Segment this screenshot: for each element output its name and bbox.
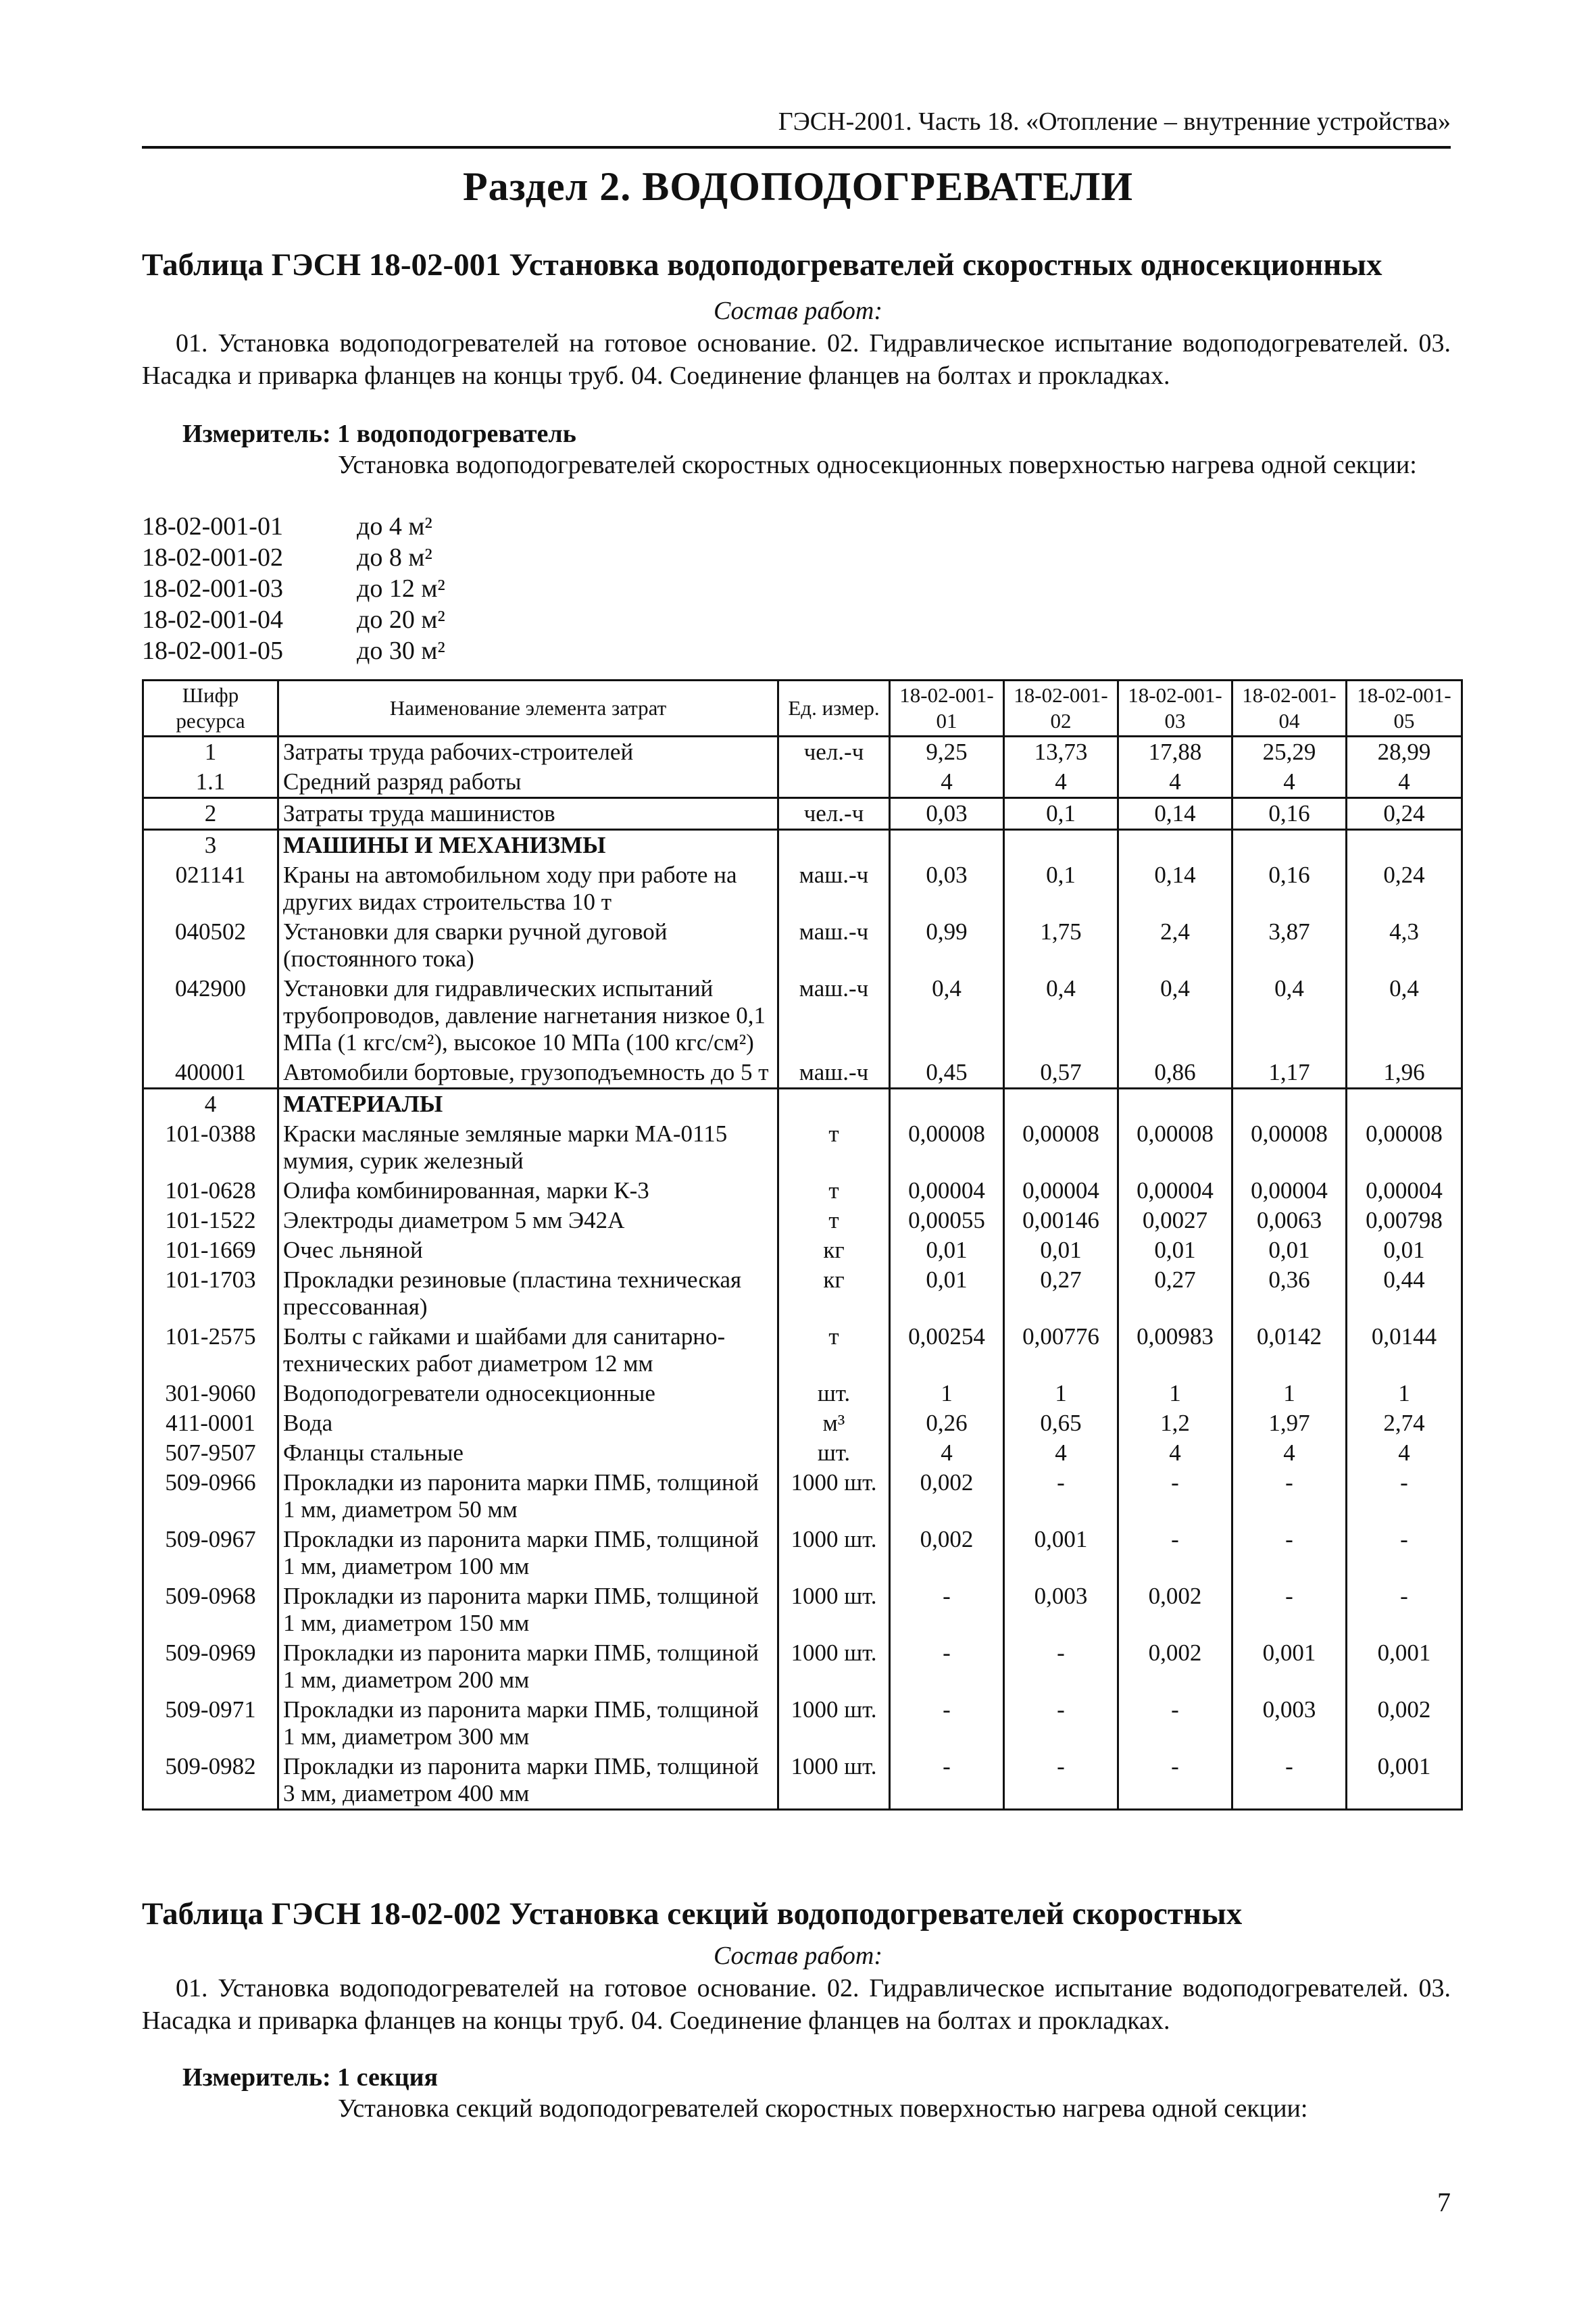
cell-unit: кг xyxy=(778,1235,890,1265)
cell-value: - xyxy=(890,1752,1004,1810)
cell-value: 0,00004 xyxy=(1004,1176,1118,1206)
cell-unit: маш.-ч xyxy=(778,1058,890,1089)
cell-value xyxy=(1347,830,1462,861)
cell-value: 1 xyxy=(1347,1379,1462,1408)
cell-value: 0,00008 xyxy=(1004,1119,1118,1176)
cell-code: 101-1703 xyxy=(143,1265,278,1322)
section-title: Раздел 2. ВОДОПОДОГРЕВАТЕЛИ xyxy=(462,164,1134,209)
cell-value: - xyxy=(1347,1581,1462,1638)
table-2-work-text: 01. Установка водоподогревателей на готовое основание. 02. Гидравлическое испытание водоподогревателей. 03. Насадка и приварка фланцев на концы труб. 04. Соединение фланцев на болтах и прокладках. xyxy=(142,1974,1451,2035)
table-row xyxy=(143,1058,1462,1089)
cell-value: 0,0144 xyxy=(1347,1322,1462,1379)
cell-value: - xyxy=(1232,1468,1347,1525)
cell-value: 0,00008 xyxy=(890,1119,1004,1176)
cell-unit: т xyxy=(778,1322,890,1379)
cell-value: 0,00254 xyxy=(890,1322,1004,1379)
cell-code: 101-0388 xyxy=(143,1119,278,1176)
cell-code: 101-0628 xyxy=(143,1176,278,1206)
cell-name: Прокладки резиновые (пластина техническая прессованная) xyxy=(278,1265,778,1322)
cell-code: 040502 xyxy=(143,917,278,974)
table-row xyxy=(143,974,1462,1058)
cell-value: 0,24 xyxy=(1347,860,1462,917)
cell-code: 101-1522 xyxy=(143,1206,278,1235)
table-row xyxy=(143,1235,1462,1265)
cell-unit: м³ xyxy=(778,1408,890,1438)
cell-value: 4 xyxy=(1004,767,1118,798)
cell-value xyxy=(1004,830,1118,861)
cell-unit xyxy=(778,830,890,861)
variant-code: 18-02-001-05 xyxy=(142,637,283,665)
variant-label: до 4 м² xyxy=(357,512,432,541)
column-header-name: Наименование элемента затрат xyxy=(278,681,778,737)
cell-value: 0,002 xyxy=(1118,1581,1232,1638)
cell-value: - xyxy=(890,1581,1004,1638)
table-2-measure: Измеритель: 1 секция xyxy=(182,2063,439,2092)
cell-value: - xyxy=(1004,1752,1118,1810)
cell-value: 0,0063 xyxy=(1232,1206,1347,1235)
cell-value: 0,26 xyxy=(890,1408,1004,1438)
cell-value xyxy=(1118,1089,1232,1120)
cell-value: 1,2 xyxy=(1118,1408,1232,1438)
variant-row xyxy=(142,573,445,604)
cell-code: 4 xyxy=(143,1089,278,1120)
cell-value: 0,4 xyxy=(1118,974,1232,1058)
cell-value: 13,73 xyxy=(1004,737,1118,768)
table-row xyxy=(143,860,1462,917)
cell-code: 509-0982 xyxy=(143,1752,278,1810)
cell-value: 4,3 xyxy=(1347,917,1462,974)
table-2-title: Таблица ГЭСН 18-02-002 Установка секций водоподогревателей скоростных xyxy=(142,1896,1243,1931)
cell-value: 0,00008 xyxy=(1232,1119,1347,1176)
table-row xyxy=(143,1265,1462,1322)
cell-value: - xyxy=(1118,1695,1232,1752)
cell-unit: 1000 шт. xyxy=(778,1695,890,1752)
table-1-title: Таблица ГЭСН 18-02-001 Установка водоподогревателей скоростных односекционных xyxy=(142,247,1382,282)
cell-value: 4 xyxy=(1118,1438,1232,1468)
table-row xyxy=(143,830,1462,861)
cell-value: 0,003 xyxy=(1232,1695,1347,1752)
cell-value: 2,74 xyxy=(1347,1408,1462,1438)
cell-code: 411-0001 xyxy=(143,1408,278,1438)
cell-name: Олифа комбинированная, марки К-3 xyxy=(278,1176,778,1206)
cell-value: 0,00004 xyxy=(1232,1176,1347,1206)
cell-value: - xyxy=(1118,1525,1232,1581)
cell-unit: чел.-ч xyxy=(778,798,890,830)
variant-code: 18-02-001-04 xyxy=(142,606,283,634)
cell-unit: 1000 шт. xyxy=(778,1468,890,1525)
cell-code: 042900 xyxy=(143,974,278,1058)
table-1-work-label: Состав работ: xyxy=(713,297,883,325)
cell-code: 509-0967 xyxy=(143,1525,278,1581)
cell-value: 0,01 xyxy=(1347,1235,1462,1265)
cell-name: Краны на автомобильном ходу при работе на других видах строительства 10 т xyxy=(278,860,778,917)
cell-value: - xyxy=(1232,1752,1347,1810)
table-row xyxy=(143,1176,1462,1206)
table-row xyxy=(143,1119,1462,1176)
cell-value xyxy=(890,1089,1004,1120)
cell-name: Прокладки из паронита марки ПМБ, толщиной 1 мм, диаметром 300 мм xyxy=(278,1695,778,1752)
cell-unit: т xyxy=(778,1206,890,1235)
cell-value: 1 xyxy=(890,1379,1004,1408)
cell-value: 0,27 xyxy=(1004,1265,1118,1322)
cell-value: 0,65 xyxy=(1004,1408,1118,1438)
table-1-variant-description: Установка водоподогревателей скоростных односекционных поверхностью нагрева одной секции: xyxy=(338,451,1417,479)
cell-name: Очес льняной xyxy=(278,1235,778,1265)
cell-value: 0,00008 xyxy=(1118,1119,1232,1176)
cell-value: 0,01 xyxy=(1232,1235,1347,1265)
variant-label: до 12 м² xyxy=(357,574,445,603)
variant-row xyxy=(142,511,445,542)
cell-value: 4 xyxy=(1347,1438,1462,1468)
table-row xyxy=(143,1525,1462,1581)
cell-value: 0,4 xyxy=(890,974,1004,1058)
column-header-variant: 18-02-001-01 xyxy=(890,681,1004,737)
cell-value: 25,29 xyxy=(1232,737,1347,768)
cell-unit: т xyxy=(778,1176,890,1206)
cell-value: 4 xyxy=(1118,767,1232,798)
cell-code: 301-9060 xyxy=(143,1379,278,1408)
cell-value: 1 xyxy=(1232,1379,1347,1408)
variant-code: 18-02-001-03 xyxy=(142,574,283,603)
running-header: ГЭСН-2001. Часть 18. «Отопление – внутренние устройства» xyxy=(142,101,1451,149)
table-row xyxy=(143,1438,1462,1468)
cell-value: 1,97 xyxy=(1232,1408,1347,1438)
table-row xyxy=(143,737,1462,768)
cell-code: 509-0966 xyxy=(143,1468,278,1525)
cell-value: 0,14 xyxy=(1118,860,1232,917)
cell-value: - xyxy=(1004,1695,1118,1752)
cell-value: 0,01 xyxy=(1004,1235,1118,1265)
cell-value: 0,36 xyxy=(1232,1265,1347,1322)
cell-value: - xyxy=(1004,1638,1118,1695)
cell-unit xyxy=(778,1089,890,1120)
cell-value: 0,01 xyxy=(890,1235,1004,1265)
cell-name: Затраты труда машинистов xyxy=(278,798,778,830)
cell-value xyxy=(1004,1089,1118,1120)
cell-value: - xyxy=(1232,1525,1347,1581)
page-number: 7 xyxy=(1437,2187,1451,2217)
table-row xyxy=(143,1638,1462,1695)
cell-value xyxy=(1118,830,1232,861)
cell-value: 1 xyxy=(1004,1379,1118,1408)
cell-value: 0,86 xyxy=(1118,1058,1232,1089)
cell-code: 509-0968 xyxy=(143,1581,278,1638)
cell-value: 1 xyxy=(1118,1379,1232,1408)
cell-unit: шт. xyxy=(778,1379,890,1408)
cell-value: 0,4 xyxy=(1232,974,1347,1058)
cell-value: 0,002 xyxy=(890,1525,1004,1581)
cell-value: 0,00983 xyxy=(1118,1322,1232,1379)
cell-value: 4 xyxy=(890,1438,1004,1468)
cell-unit xyxy=(778,767,890,798)
cell-unit: кг xyxy=(778,1265,890,1322)
cell-code: 1.1 xyxy=(143,767,278,798)
table-2-variant-description: Установка секций водоподогревателей скоростных поверхностью нагрева одной секции: xyxy=(338,2094,1308,2123)
variant-label: до 20 м² xyxy=(357,606,445,634)
cell-unit: шт. xyxy=(778,1438,890,1468)
cell-value: 4 xyxy=(1232,767,1347,798)
cell-value: 3,87 xyxy=(1232,917,1347,974)
table-2-work-label: Состав работ: xyxy=(713,1942,883,1970)
cell-value: 0,00776 xyxy=(1004,1322,1118,1379)
cell-value: 0,00146 xyxy=(1004,1206,1118,1235)
cell-value: 0,1 xyxy=(1004,860,1118,917)
table-row xyxy=(143,1089,1462,1120)
cell-value: - xyxy=(890,1638,1004,1695)
table-row xyxy=(143,917,1462,974)
cell-name: Средний разряд работы xyxy=(278,767,778,798)
cell-value: 0,00004 xyxy=(1347,1176,1462,1206)
cell-value: - xyxy=(1118,1752,1232,1810)
variant-label: до 30 м² xyxy=(357,637,445,665)
cell-name: Прокладки из паронита марки ПМБ, толщиной 3 мм, диаметром 400 мм xyxy=(278,1752,778,1810)
cell-value: 0,01 xyxy=(890,1265,1004,1322)
cell-value: 0,99 xyxy=(890,917,1004,974)
cell-value: 0,001 xyxy=(1347,1752,1462,1810)
cell-value: 0,16 xyxy=(1232,798,1347,830)
cell-unit: маш.-ч xyxy=(778,974,890,1058)
table-row xyxy=(143,1322,1462,1379)
column-header-variant: 18-02-001-04 xyxy=(1232,681,1347,737)
cell-unit: 1000 шт. xyxy=(778,1525,890,1581)
cell-name: Прокладки из паронита марки ПМБ, толщиной 1 мм, диаметром 200 мм xyxy=(278,1638,778,1695)
cell-value: 0,44 xyxy=(1347,1265,1462,1322)
cell-name: Водоподогреватели односекционные xyxy=(278,1379,778,1408)
cell-unit: 1000 шт. xyxy=(778,1638,890,1695)
cell-value: 2,4 xyxy=(1118,917,1232,974)
cell-value: 4 xyxy=(1232,1438,1347,1468)
cell-code: 507-9507 xyxy=(143,1438,278,1468)
table-row xyxy=(143,1695,1462,1752)
cell-name: МАТЕРИАЛЫ xyxy=(278,1089,778,1120)
cell-value: - xyxy=(890,1695,1004,1752)
variant-row xyxy=(142,604,445,635)
cell-value: 0,001 xyxy=(1232,1638,1347,1695)
cell-name: Автомобили бортовые, грузоподъемность до 5 т xyxy=(278,1058,778,1089)
column-header-variant: 18-02-001-02 xyxy=(1004,681,1118,737)
cell-value: 1,17 xyxy=(1232,1058,1347,1089)
cell-name: Электроды диаметром 5 мм Э42А xyxy=(278,1206,778,1235)
cell-name: Прокладки из паронита марки ПМБ, толщиной 1 мм, диаметром 100 мм xyxy=(278,1525,778,1581)
cell-value xyxy=(1232,830,1347,861)
variant-label: до 8 м² xyxy=(357,543,432,572)
table-1-measure: Измеритель: 1 водоподогреватель xyxy=(182,420,576,448)
cell-name: Вода xyxy=(278,1408,778,1438)
cell-value: 0,002 xyxy=(1347,1695,1462,1752)
cell-name: Затраты труда рабочих-строителей xyxy=(278,737,778,768)
cell-name: Прокладки из паронита марки ПМБ, толщиной 1 мм, диаметром 50 мм xyxy=(278,1468,778,1525)
cell-name: Краски масляные земляные марки МА-0115 мумия, сурик железный xyxy=(278,1119,778,1176)
cell-value: 9,25 xyxy=(890,737,1004,768)
cell-unit: 1000 шт. xyxy=(778,1752,890,1810)
table-1-work-text: 01. Установка водоподогревателей на готовое основание. 02. Гидравлическое испытание водоподогревателей. 03. Насадка и приварка фланцев на концы труб. 04. Соединение фланцев на болтах и прокладках. xyxy=(142,329,1451,390)
cell-value: - xyxy=(1232,1581,1347,1638)
cell-value: 0,45 xyxy=(890,1058,1004,1089)
cell-value: 0,00004 xyxy=(1118,1176,1232,1206)
cell-unit: 1000 шт. xyxy=(778,1581,890,1638)
cell-unit: т xyxy=(778,1119,890,1176)
cell-value: 0,001 xyxy=(1347,1638,1462,1695)
cell-code: 101-1669 xyxy=(143,1235,278,1265)
cell-value: 0,003 xyxy=(1004,1581,1118,1638)
cell-value: 0,002 xyxy=(890,1468,1004,1525)
cell-value xyxy=(1232,1089,1347,1120)
cell-code: 509-0971 xyxy=(143,1695,278,1752)
cell-value: 0,24 xyxy=(1347,798,1462,830)
table-row xyxy=(143,1379,1462,1408)
variant-code: 18-02-001-01 xyxy=(142,512,283,541)
table-header-row xyxy=(143,681,1462,737)
cell-value: 0,03 xyxy=(890,798,1004,830)
cell-value: 0,00008 xyxy=(1347,1119,1462,1176)
cell-value: 0,00004 xyxy=(890,1176,1004,1206)
table-row xyxy=(143,798,1462,830)
cell-value: 0,00798 xyxy=(1347,1206,1462,1235)
cell-name: Установки для гидравлических испытаний трубопроводов, давление нагнетания низкое 0,1 МПа (1 кгс/см²), высокое 10 МПа (100 кгс/см²) xyxy=(278,974,778,1058)
variant-row xyxy=(142,635,445,666)
cell-value: 4 xyxy=(890,767,1004,798)
cell-unit: маш.-ч xyxy=(778,917,890,974)
cell-value: 0,002 xyxy=(1118,1638,1232,1695)
cell-value: 4 xyxy=(1004,1438,1118,1468)
cell-name: Болты с гайками и шайбами для санитарно-технических работ диаметром 12 мм xyxy=(278,1322,778,1379)
cell-value: 0,00055 xyxy=(890,1206,1004,1235)
cell-value: 0,1 xyxy=(1004,798,1118,830)
cell-value: 0,4 xyxy=(1004,974,1118,1058)
cell-value xyxy=(890,830,1004,861)
cell-value: - xyxy=(1004,1468,1118,1525)
table-row xyxy=(143,767,1462,798)
cell-code: 101-2575 xyxy=(143,1322,278,1379)
cell-unit: маш.-ч xyxy=(778,860,890,917)
column-header-code: Шифр ресурса xyxy=(143,681,278,737)
cell-code: 2 xyxy=(143,798,278,830)
cell-value: - xyxy=(1347,1525,1462,1581)
cell-name: МАШИНЫ И МЕХАНИЗМЫ xyxy=(278,830,778,861)
table-1-variant-list xyxy=(142,511,445,666)
cell-code: 021141 xyxy=(143,860,278,917)
cell-value: 0,03 xyxy=(890,860,1004,917)
cell-name: Установки для сварки ручной дуговой (постоянного тока) xyxy=(278,917,778,974)
resource-table xyxy=(142,679,1463,1811)
cell-name: Фланцы стальные xyxy=(278,1438,778,1468)
cell-value: 0,4 xyxy=(1347,974,1462,1058)
cell-code: 400001 xyxy=(143,1058,278,1089)
cell-value: 0,27 xyxy=(1118,1265,1232,1322)
table-row xyxy=(143,1752,1462,1810)
cell-value: 0,01 xyxy=(1118,1235,1232,1265)
cell-value: 0,14 xyxy=(1118,798,1232,830)
cell-value: - xyxy=(1347,1468,1462,1525)
cell-unit: чел.-ч xyxy=(778,737,890,768)
cell-value: 0,16 xyxy=(1232,860,1347,917)
table-row xyxy=(143,1206,1462,1235)
cell-value: 0,0142 xyxy=(1232,1322,1347,1379)
table-row xyxy=(143,1581,1462,1638)
variant-code: 18-02-001-02 xyxy=(142,543,283,572)
cell-value: 0,57 xyxy=(1004,1058,1118,1089)
cell-value xyxy=(1347,1089,1462,1120)
cell-name: Прокладки из паронита марки ПМБ, толщиной 1 мм, диаметром 150 мм xyxy=(278,1581,778,1638)
cell-value: 17,88 xyxy=(1118,737,1232,768)
cell-value: 4 xyxy=(1347,767,1462,798)
cell-value: 0,001 xyxy=(1004,1525,1118,1581)
cell-value: 0,0027 xyxy=(1118,1206,1232,1235)
cell-code: 1 xyxy=(143,737,278,768)
column-header-variant: 18-02-001-03 xyxy=(1118,681,1232,737)
variant-row xyxy=(142,542,445,573)
cell-value: 28,99 xyxy=(1347,737,1462,768)
column-header-variant: 18-02-001-05 xyxy=(1347,681,1462,737)
cell-code: 3 xyxy=(143,830,278,861)
cell-value: - xyxy=(1118,1468,1232,1525)
cell-value: 1,96 xyxy=(1347,1058,1462,1089)
table-row xyxy=(143,1408,1462,1438)
cell-code: 509-0969 xyxy=(143,1638,278,1695)
cell-value: 1,75 xyxy=(1004,917,1118,974)
table-row xyxy=(143,1468,1462,1525)
column-header-unit: Ед. измер. xyxy=(778,681,890,737)
